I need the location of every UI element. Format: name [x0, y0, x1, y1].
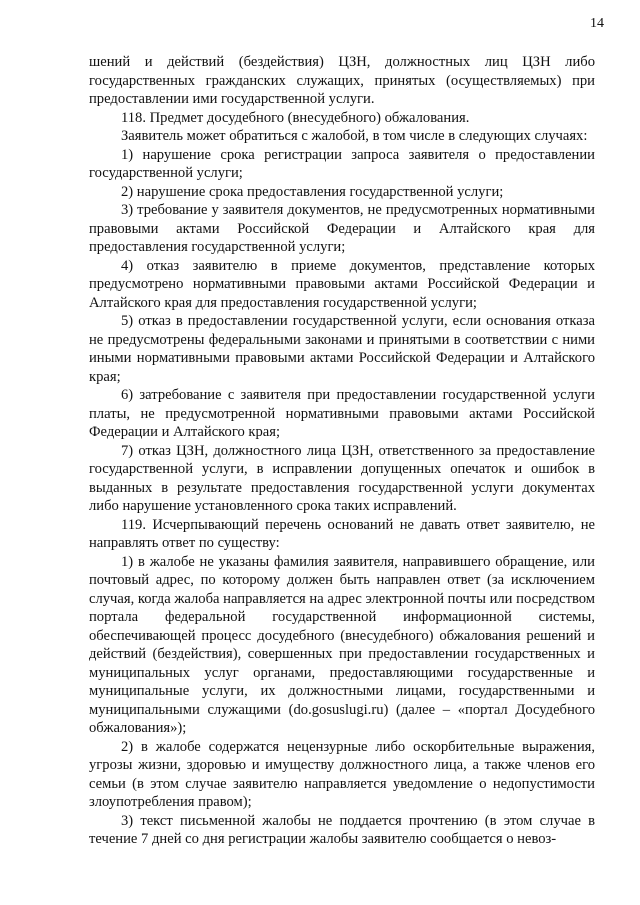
paragraph: 2) нарушение срока предоставления государственной услуги; [121, 183, 504, 200]
paragraph: 3) текст письменной жалобы не поддается прочтению (в этом случае в течение 7 дней со дня регистрации жалобы заявителю сообщается о невоз- [89, 812, 595, 847]
paragraph: 6) затребование с заявителя при предоставлении государственной услуги платы, не предусмотренной нормативными правовыми актами Российской Федерации и Алтайского края; [89, 387, 595, 440]
paragraph: 2) в жалобе содержатся нецензурные либо оскорбительные выражения, угрозы жизни, здоровью и имуществу должностного лица, а также членов его семьи (в этом случае заявителю направляется уведомление о недопустимости злоупотребления правом); [89, 738, 595, 810]
page-number: 14 [590, 16, 604, 31]
paragraph: 3) требование у заявителя документов, не предусмотренных нормативными правовыми актами Российской Федерации и Алтайского края для предоставления государственной услуги; [89, 202, 595, 255]
document-body [89, 53, 595, 849]
paragraph: 7) отказ ЦЗН, должностного лица ЦЗН, ответственного за предоставление государственной услуги, в исправлении допущенных опечаток и ошибок в выданных в результате предоставления государственной услуги документах либо нарушение установленного срока таких исправлений. [89, 442, 595, 514]
paragraph: 4) отказ заявителю в приеме документов, представление которых предусмотрено нормативными правовыми актами Российской Федерации и Алтайского края для предоставления государственной услуги; [89, 257, 595, 311]
paragraph: шений и действий (бездействия) ЦЗН, должностных лиц ЦЗН либо государственных гражданских служащих, принятых (осуществляемых) при предоставлении ими государственной услуги. [89, 54, 595, 107]
paragraph: 118. Предмет досудебного (внесудебного) обжалования. [121, 109, 470, 126]
paragraph: 1) в жалобе не указаны фамилия заявителя, направившего обращение, или почтовый адрес, по которому должен быть направлен ответ (за исключением случая, когда жалоба направляется на адрес электронной почты или посредством портала федеральной государственной информационной системы, обеспечивающей процесс досудебного (внесудебного) обжалования решений и действий (бездействия), совершенных при предоставлении государственных и муниципальных услуг органами, предоставляющими государственные и муниципальные услуги, их должностными лицами, государственными и муниципальными служащими (do.gosuslugi.ru) (далее – «портал Досудебного обжалования»); [89, 553, 595, 736]
paragraph: 1) нарушение срока регистрации запроса заявителя о предоставлении государственной услуги; [89, 146, 595, 181]
paragraph: 5) отказ в предоставлении государственной услуги, если основания отказа не предусмотрены федеральными законами и принятыми в соответствии с ними иными нормативными правовыми актами Российской Федерации и Алтайского края; [89, 313, 595, 385]
paragraph: 119. Исчерпывающий перечень оснований не давать ответ заявителю, не направлять ответ по существу: [89, 516, 595, 551]
paragraph: Заявитель может обратиться с жалобой, в том числе в следующих случаях: [121, 128, 588, 144]
